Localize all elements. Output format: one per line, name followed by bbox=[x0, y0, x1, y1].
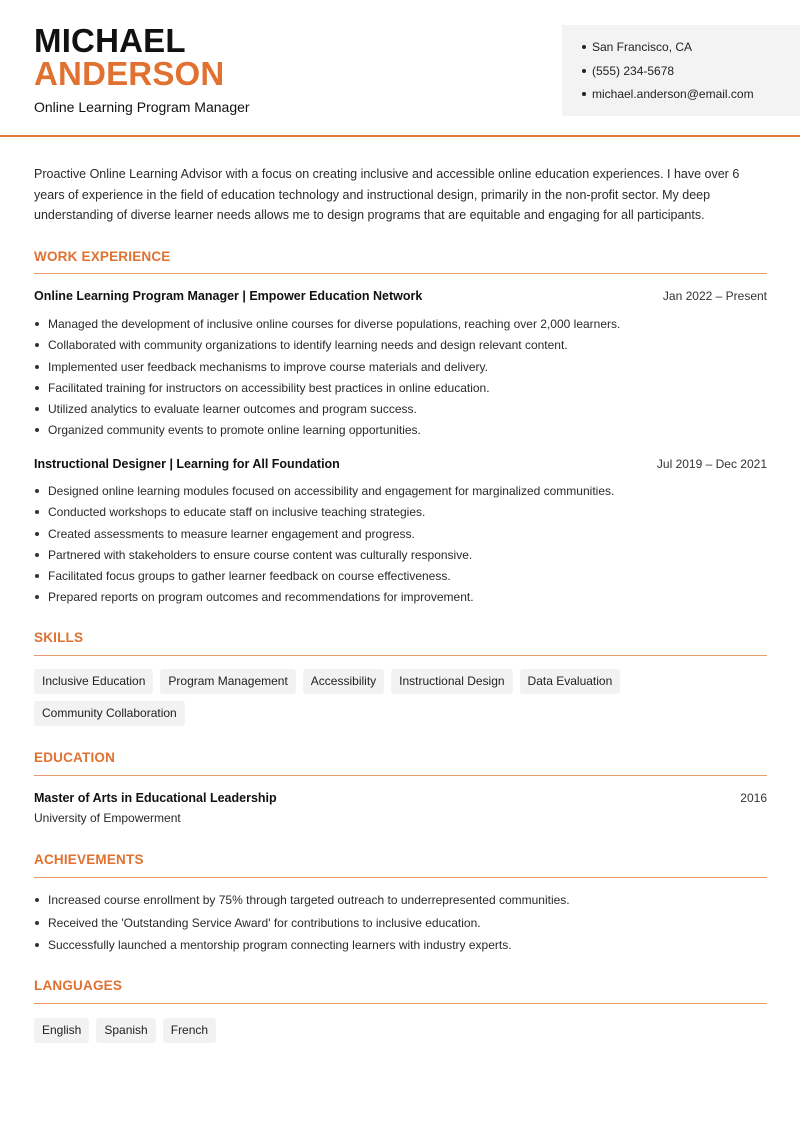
languages-chips bbox=[34, 1018, 767, 1043]
contact-box bbox=[562, 25, 800, 116]
section-divider bbox=[34, 1003, 767, 1004]
job-1-role: Online Learning Program Manager | Empower Education Network bbox=[34, 289, 423, 303]
list-item: Facilitated focus groups to gather learner feedback on course effectiveness. bbox=[34, 568, 767, 589]
bullet-icon bbox=[582, 92, 586, 96]
bullet-icon bbox=[35, 943, 39, 947]
job-2-role: Instructional Designer | Learning for All Foundation bbox=[34, 457, 340, 471]
bullet-icon bbox=[35, 898, 39, 902]
list-item: Partnered with stakeholders to ensure course content was culturally responsive. bbox=[34, 547, 767, 568]
list-item: Received the 'Outstanding Service Award' for contributions to inclusive education. bbox=[34, 915, 767, 938]
summary-paragraph: Proactive Online Learning Advisor with a focus on creating inclusive and accessible online education experiences. I have over 6 years of experience in the field of education technology and instructional design, primarily in the non-profit sector. My deep understanding of diverse learner needs allows me to design programs that are equitable and engaging for all participants. bbox=[34, 167, 740, 222]
bullet-icon bbox=[35, 365, 39, 369]
education-heading: EDUCATION bbox=[34, 750, 116, 765]
bullet-icon bbox=[35, 553, 39, 557]
education-header bbox=[34, 791, 767, 805]
language-chip: Spanish bbox=[96, 1018, 155, 1043]
skill-chip: Data Evaluation bbox=[520, 669, 621, 694]
first-name: MICHAEL bbox=[34, 22, 186, 59]
phone-text: (555) 234-5678 bbox=[592, 63, 675, 78]
email-text: michael.anderson@email.com bbox=[592, 87, 754, 101]
list-item: Managed the development of inclusive online courses for diverse populations, reaching over 2,000 learners. bbox=[34, 316, 767, 337]
bullet-icon bbox=[35, 386, 39, 390]
resume-header bbox=[0, 0, 800, 137]
skills-chips bbox=[34, 669, 767, 726]
bullet-icon bbox=[35, 489, 39, 493]
job-1-dates: Jan 2022 – Present bbox=[662, 289, 767, 303]
bullet-icon bbox=[35, 343, 39, 347]
contact-location bbox=[582, 39, 800, 63]
skill-chip: Program Management bbox=[160, 669, 295, 694]
bullet-icon bbox=[35, 921, 39, 925]
school-name: University of Empowerment bbox=[34, 811, 181, 825]
job-1-header bbox=[34, 289, 767, 303]
list-item: Increased course enrollment by 75% through targeted outreach to underrepresented communities. bbox=[34, 892, 767, 915]
skill-chip: Accessibility bbox=[303, 669, 384, 694]
skills-heading: SKILLS bbox=[34, 630, 84, 645]
contact-email bbox=[582, 86, 800, 110]
bullet-icon bbox=[35, 532, 39, 536]
contact-phone bbox=[582, 63, 800, 87]
achievements-heading: ACHIEVEMENTS bbox=[34, 852, 144, 867]
section-divider bbox=[34, 877, 767, 878]
section-divider bbox=[34, 273, 767, 274]
degree: Master of Arts in Educational Leadership bbox=[34, 791, 277, 805]
job-2-dates: Jul 2019 – Dec 2021 bbox=[656, 457, 767, 471]
language-chip: French bbox=[163, 1018, 216, 1043]
bullet-icon bbox=[582, 45, 586, 49]
bullet-icon bbox=[35, 407, 39, 411]
bullet-icon bbox=[35, 322, 39, 326]
section-divider bbox=[34, 775, 767, 776]
achievements-list bbox=[34, 892, 767, 960]
bullet-icon bbox=[35, 510, 39, 514]
list-item: Collaborated with community organizations to identify learning needs and design relevant content. bbox=[34, 337, 767, 358]
skill-chip: Instructional Design bbox=[391, 669, 512, 694]
job-2-header bbox=[34, 457, 767, 471]
list-item: Conducted workshops to educate staff on inclusive teaching strategies. bbox=[34, 504, 767, 525]
language-chip: English bbox=[34, 1018, 89, 1043]
skill-chip: Inclusive Education bbox=[34, 669, 153, 694]
list-item: Utilized analytics to evaluate learner outcomes and program success. bbox=[34, 401, 767, 422]
languages-heading: LANGUAGES bbox=[34, 978, 123, 993]
bullet-icon bbox=[35, 595, 39, 599]
bullet-icon bbox=[582, 69, 586, 73]
list-item: Designed online learning modules focused on accessibility and engagement for marginalized communities. bbox=[34, 483, 767, 504]
bullet-icon bbox=[35, 428, 39, 432]
job-1-bullets bbox=[34, 316, 767, 444]
list-item: Facilitated training for instructors on accessibility best practices in online education. bbox=[34, 380, 767, 401]
work-experience-heading: WORK EXPERIENCE bbox=[34, 249, 171, 264]
list-item: Created assessments to measure learner engagement and progress. bbox=[34, 526, 767, 547]
location-text: San Francisco, CA bbox=[592, 40, 693, 54]
bullet-icon bbox=[35, 574, 39, 578]
graduation-year: 2016 bbox=[740, 791, 767, 805]
list-item: Implemented user feedback mechanisms to improve course materials and delivery. bbox=[34, 359, 767, 380]
list-item: Organized community events to promote online learning opportunities. bbox=[34, 422, 767, 443]
list-item: Prepared reports on program outcomes and recommendations for improvement. bbox=[34, 589, 767, 610]
job-title: Online Learning Program Manager bbox=[34, 99, 250, 115]
section-divider bbox=[34, 655, 767, 656]
last-name: ANDERSON bbox=[34, 55, 225, 92]
job-2-bullets bbox=[34, 483, 767, 611]
skill-chip: Community Collaboration bbox=[34, 701, 185, 726]
list-item: Successfully launched a mentorship program connecting learners with industry experts. bbox=[34, 937, 767, 960]
